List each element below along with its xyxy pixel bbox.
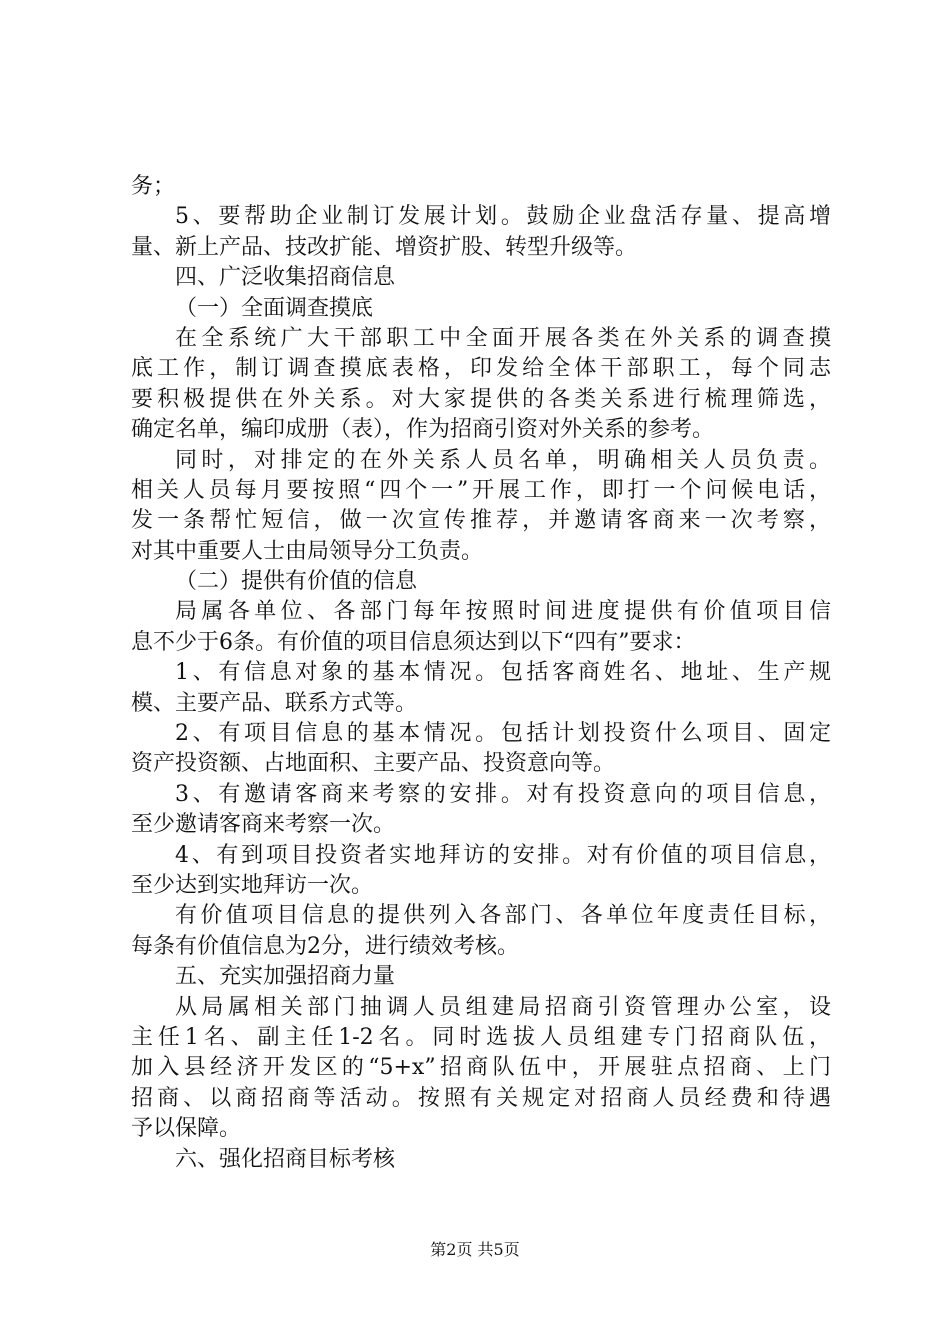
text-line: 局属各单位、各部门每年按照时间进度提供有价值项目信 [175, 599, 831, 625]
text-line: （一）全面调查摸底 [175, 295, 374, 321]
text-line: 每条有价值信息为2分，进行绩效考核。 [131, 933, 519, 959]
text-line: 务； [131, 174, 176, 199]
text-line: 1、有信息对象的基本情况。包括客商姓名、地址、生产规 [175, 660, 831, 686]
text-line: 3、有邀请客商来考察的安排。对有投资意向的项目信息， [175, 781, 831, 807]
text-line: 5、要帮助企业制订发展计划。鼓励企业盘活存量、提高增 [175, 204, 831, 230]
text-line: 从局属相关部门抽调人员组建局招商引资管理办公室，设 [175, 994, 831, 1020]
text-line: 主任1名、副主任1-2名。同时选拔人员组建专门招商队伍， [131, 1024, 831, 1050]
text-line: 资产投资额、占地面积、主要产品、投资意向等。 [131, 751, 616, 777]
text-line: 息不少于6条。有价值的项目信息须达到以下“四有”要求： [131, 629, 696, 655]
text-line: 量、新上产品、技改扩能、增资扩股、转型升级等。 [131, 234, 638, 260]
text-line: 招商、以商招商等活动。按照有关规定对招商人员经费和待遇 [131, 1085, 831, 1111]
text-line: 至少邀请客商来考察一次。 [131, 812, 396, 838]
text-line: 确定名单，编印成册（表），作为招商引资对外关系的参考。 [131, 417, 715, 443]
text-line: 五、充实加强招商力量 [175, 964, 396, 990]
text-line: 在全系统广大干部职工中全面开展各类在外关系的调查摸 [175, 325, 831, 351]
page-footer: 第2页 共5页 [430, 1240, 520, 1259]
text-line: 同时，对排定的在外关系人员名单，明确相关人员负责。 [175, 447, 831, 473]
text-line: 相关人员每月要按照“四个一”开展工作，即打一个问候电话， [131, 477, 831, 503]
text-line: 要积极提供在外关系。对大家提供的各类关系进行梳理筛选， [131, 386, 831, 412]
text-line: 四、广泛收集招商信息 [175, 265, 396, 291]
text-line: 加入县经济开发区的“5+x”招商队伍中，开展驻点招商、上门 [131, 1055, 831, 1081]
text-line: 4、有到项目投资者实地拜访的安排。对有价值的项目信息， [175, 842, 831, 868]
text-line: 予以保障。 [131, 1116, 242, 1142]
text-line: （二）提供有价值的信息 [175, 569, 418, 595]
text-line: 六、强化招商目标考核 [175, 1146, 396, 1172]
text-line: 2、有项目信息的基本情况。包括计划投资什么项目、固定 [175, 721, 831, 747]
text-line: 底工作，制订调查摸底表格，印发给全体干部职工，每个同志 [131, 356, 831, 382]
text-line: 模、主要产品、联系方式等。 [131, 690, 418, 716]
text-line: 至少达到实地拜访一次。 [131, 872, 374, 898]
text-line: 发一条帮忙短信，做一次宣传推荐，并邀请客商来一次考察， [131, 508, 831, 534]
body-text [131, 172, 831, 1175]
text-line: 对其中重要人士由局领导分工负责。 [131, 538, 484, 564]
text-line: 有价值项目信息的提供列入各部门、各单位年度责任目标， [175, 903, 831, 929]
